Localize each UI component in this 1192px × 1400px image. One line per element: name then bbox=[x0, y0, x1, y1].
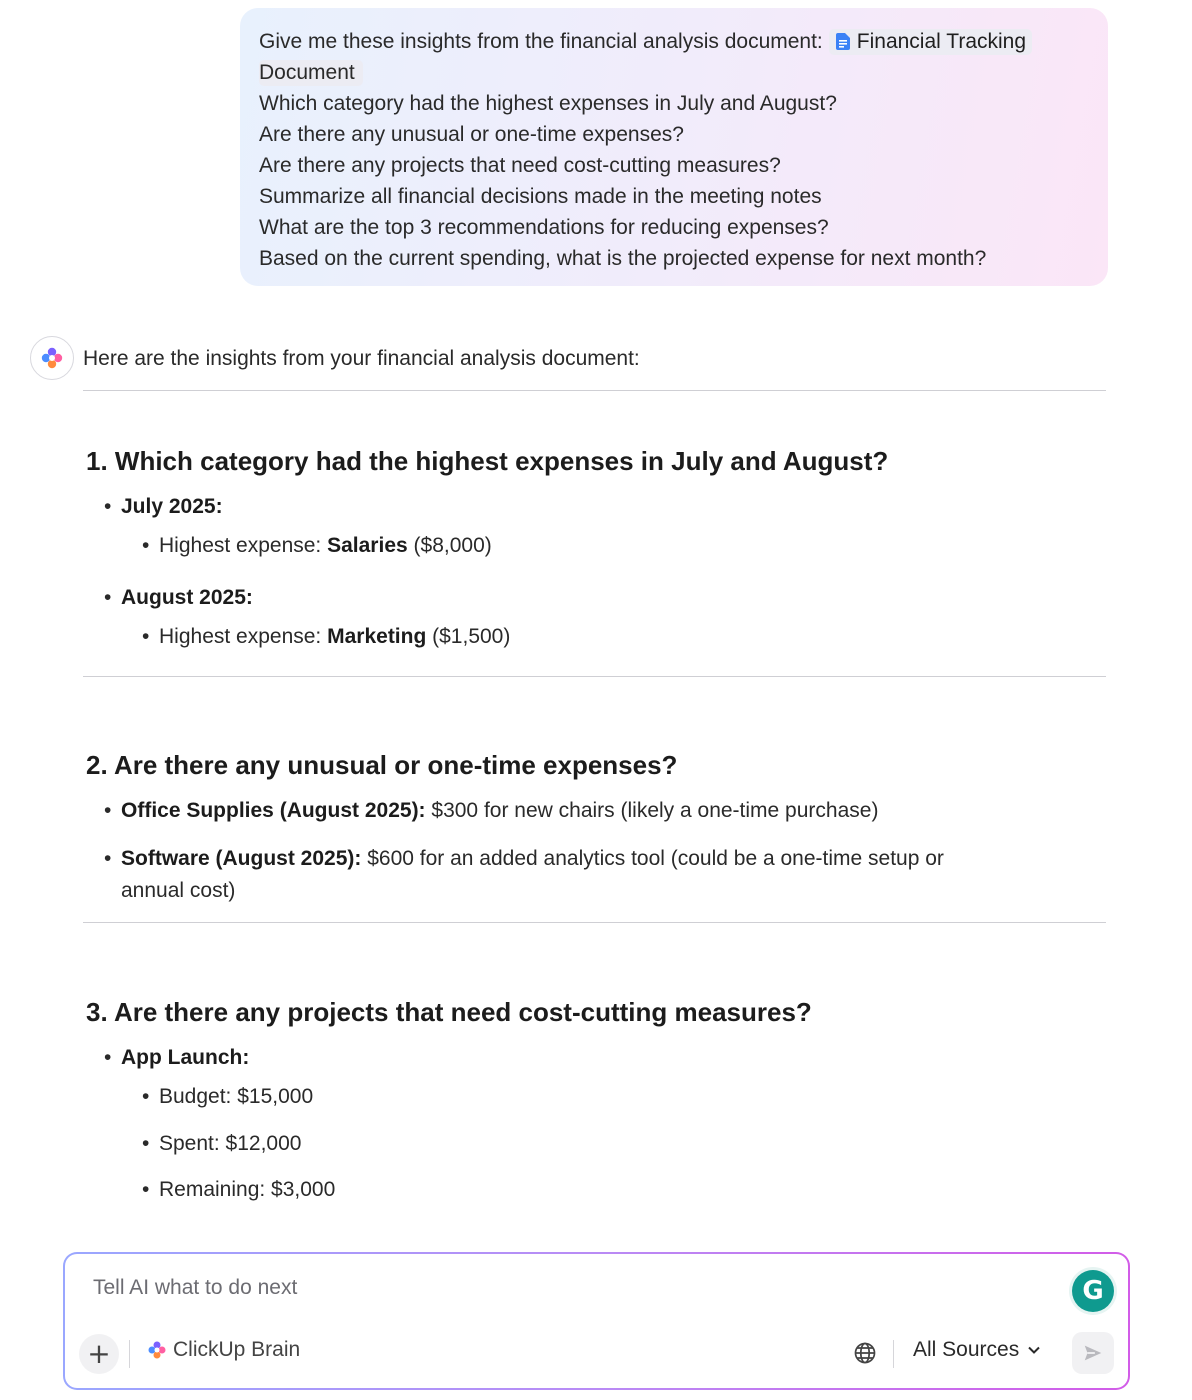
clickup-brain-button[interactable]: ClickUp Brain bbox=[147, 1338, 300, 1362]
document-icon bbox=[835, 32, 851, 51]
add-attachment-button[interactable]: + bbox=[79, 1334, 119, 1374]
user-message-line: Give me these insights from the financial analysis document: Financial Tracking bbox=[259, 26, 1090, 57]
divider bbox=[83, 390, 1106, 391]
clickup-brain-icon bbox=[147, 1340, 167, 1360]
send-icon bbox=[1082, 1342, 1104, 1364]
chevron-down-icon bbox=[1027, 1343, 1041, 1357]
list-item: • July 2025: bbox=[104, 495, 223, 518]
web-search-button[interactable] bbox=[851, 1340, 879, 1368]
list-item: • August 2025: bbox=[104, 586, 253, 609]
divider bbox=[83, 922, 1106, 923]
list-item: • Office Supplies (August 2025): $300 for new chairs (likely a one-time purchase) bbox=[104, 799, 879, 822]
list-item: • Budget: $15,000 bbox=[142, 1085, 314, 1108]
list-item: • Spent: $12,000 bbox=[142, 1132, 302, 1155]
user-message-bubble bbox=[240, 8, 1108, 286]
user-message-line: Based on the current spending, what is the projected expense for next month? bbox=[259, 247, 987, 270]
document-chip-continued[interactable]: Document bbox=[259, 60, 363, 86]
separator bbox=[129, 1340, 130, 1368]
assistant-intro: Here are the insights from your financial analysis document: bbox=[83, 347, 640, 370]
grammarly-icon[interactable]: G bbox=[1072, 1270, 1114, 1312]
send-button[interactable] bbox=[1072, 1332, 1114, 1374]
globe-icon bbox=[853, 1341, 877, 1365]
section-heading: 2. Are there any unusual or one-time expenses? bbox=[86, 750, 678, 780]
section-heading: 1. Which category had the highest expenses in July and August? bbox=[86, 446, 889, 476]
sources-dropdown[interactable]: All Sources bbox=[913, 1338, 1041, 1362]
clickup-brain-icon bbox=[40, 346, 64, 370]
separator bbox=[893, 1340, 894, 1368]
list-item: • Highest expense: Marketing ($1,500) bbox=[142, 625, 511, 648]
user-message-line: What are the top 3 recommendations for reducing expenses? bbox=[259, 216, 829, 239]
prompt-input[interactable] bbox=[93, 1276, 993, 1300]
list-item: • Highest expense: Salaries ($8,000) bbox=[142, 534, 492, 557]
user-message-line: Are there any unusual or one-time expenses? bbox=[259, 123, 684, 146]
chat-composer bbox=[63, 1252, 1130, 1390]
assistant-avatar bbox=[30, 336, 74, 380]
list-item: • App Launch: bbox=[104, 1046, 250, 1069]
user-message-line: Are there any projects that need cost-cutting measures? bbox=[259, 154, 781, 177]
list-item: • Remaining: $3,000 bbox=[142, 1178, 336, 1201]
section-heading: 3. Are there any projects that need cost-cutting measures? bbox=[86, 997, 812, 1027]
user-message-line: Which category had the highest expenses in July and August? bbox=[259, 92, 837, 115]
user-message-line: Summarize all financial decisions made in the meeting notes bbox=[259, 185, 822, 208]
divider bbox=[83, 676, 1106, 677]
list-item: • Software (August 2025): $600 for an added analytics tool (could be a one-time setup or annual cost) bbox=[104, 847, 944, 902]
document-chip[interactable]: Financial Tracking bbox=[829, 29, 1032, 55]
